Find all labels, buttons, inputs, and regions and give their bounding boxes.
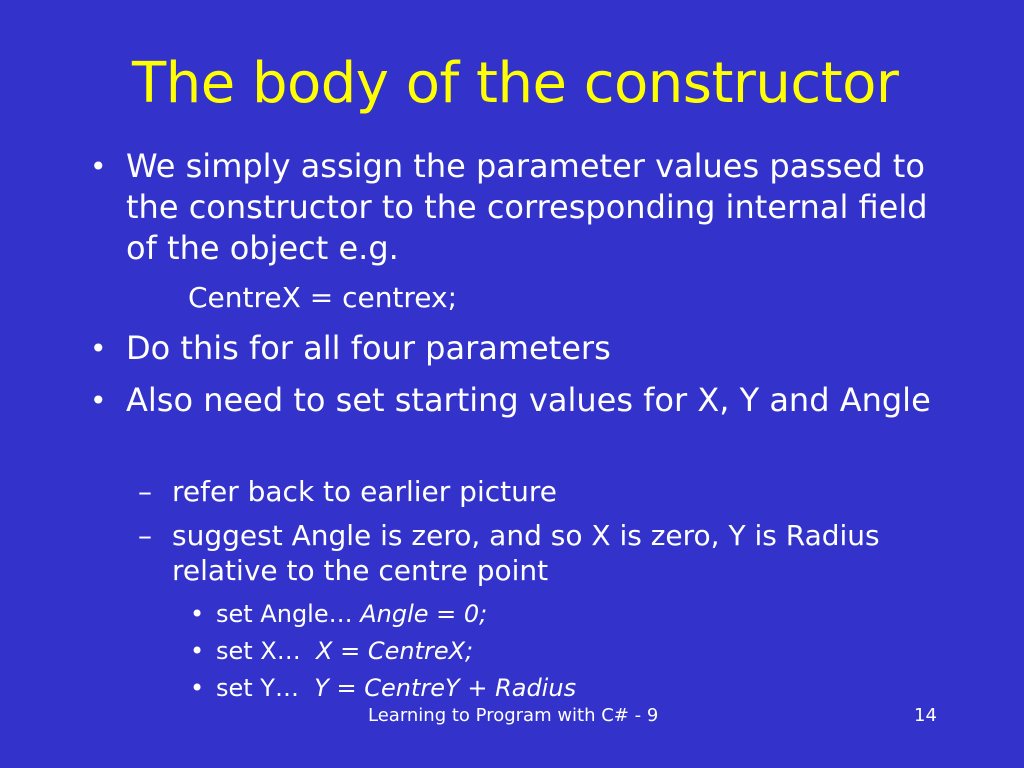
step-label: set Y…	[216, 674, 299, 702]
bullet-text: Do this for all four parameters	[126, 329, 611, 367]
sub-sub-bullet-marker: •	[190, 637, 205, 665]
step-code: Y = CentreY + Radius	[314, 674, 577, 702]
sub-sub-bullet-marker: •	[190, 600, 205, 628]
step-code: Angle = 0;	[360, 600, 488, 628]
slide-title: The body of the constructor	[132, 51, 899, 116]
page-number: 14	[914, 705, 937, 726]
step-label: set Angle…	[216, 600, 353, 628]
footer-title: Learning to Program with C# - 9	[368, 705, 659, 726]
sub-bullet-text: refer back to earlier picture	[172, 475, 557, 508]
step-label: set X…	[216, 637, 301, 665]
step-code: X = CentreX;	[316, 637, 474, 665]
sub-bullet-text: suggest Angle is zero, and so X is zero, Y is Radius relative to the centre point	[172, 519, 880, 587]
code-example: CentreX = centrex;	[188, 281, 458, 314]
bullet-marker: •	[90, 150, 107, 183]
bullet-marker: •	[90, 384, 107, 417]
bullet-text: Also need to set starting values for X, Y and Angle	[126, 381, 931, 419]
sub-bullet-marker: –	[138, 519, 152, 552]
bullet-marker: •	[90, 332, 107, 365]
sub-bullet-marker: –	[138, 475, 152, 508]
sub-sub-bullet-marker: •	[190, 674, 205, 702]
bullet-text: We simply assign the parameter values passed to the constructor to the corresponding internal field of the object e.g.	[126, 147, 928, 267]
